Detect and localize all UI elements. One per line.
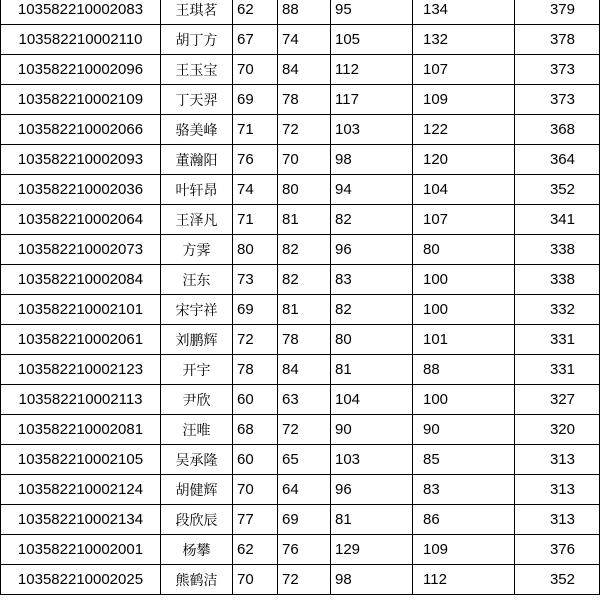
score-3-cell: 82 xyxy=(331,295,413,325)
score-2-cell: 72 xyxy=(278,415,331,445)
score-2-cell: 82 xyxy=(278,265,331,295)
total-score-cell: 331 xyxy=(515,355,600,385)
candidate-name-cell: 宋宇祥 xyxy=(161,295,233,325)
candidate-id-cell: 103582210002081 xyxy=(1,415,161,445)
candidate-name-cell: 段欣辰 xyxy=(161,505,233,535)
score-2-cell: 81 xyxy=(278,295,331,325)
score-3-cell: 81 xyxy=(331,505,413,535)
candidate-id-cell: 103582210002066 xyxy=(1,115,161,145)
total-score-cell: 313 xyxy=(515,505,600,535)
score-3-cell: 96 xyxy=(331,475,413,505)
score-4-cell: 80 xyxy=(413,235,515,265)
score-2-cell: 64 xyxy=(278,475,331,505)
candidate-id-cell: 103582210002124 xyxy=(1,475,161,505)
total-score-cell: 338 xyxy=(515,265,600,295)
score-1-cell: 71 xyxy=(233,205,278,235)
total-score-cell: 378 xyxy=(515,25,600,55)
table-row xyxy=(1,115,600,145)
score-1-cell: 60 xyxy=(233,385,278,415)
table-row xyxy=(1,415,600,445)
total-score-cell: 368 xyxy=(515,115,600,145)
candidate-id-cell: 103582210002113 xyxy=(1,385,161,415)
score-2-cell: 78 xyxy=(278,325,331,355)
score-1-cell: 70 xyxy=(233,475,278,505)
candidate-id-cell: 103582210002036 xyxy=(1,175,161,205)
score-2-cell: 69 xyxy=(278,505,331,535)
candidate-name-cell: 胡丁方 xyxy=(161,25,233,55)
candidate-id-cell: 103582210002025 xyxy=(1,565,161,595)
score-1-cell: 68 xyxy=(233,415,278,445)
total-score-cell: 373 xyxy=(515,85,600,115)
table-row xyxy=(1,175,600,205)
score-4-cell: 101 xyxy=(413,325,515,355)
table-row xyxy=(1,265,600,295)
table-row xyxy=(1,145,600,175)
total-score-cell: 341 xyxy=(515,205,600,235)
candidate-id-cell: 103582210002084 xyxy=(1,265,161,295)
score-2-cell: 72 xyxy=(278,565,331,595)
score-3-cell: 112 xyxy=(331,55,413,85)
score-3-cell: 129 xyxy=(331,535,413,565)
score-3-cell: 94 xyxy=(331,175,413,205)
candidate-id-cell: 103582210002110 xyxy=(1,25,161,55)
score-1-cell: 71 xyxy=(233,115,278,145)
total-score-cell: 313 xyxy=(515,475,600,505)
score-2-cell: 84 xyxy=(278,55,331,85)
score-3-cell: 98 xyxy=(331,145,413,175)
candidate-id-cell: 103582210002001 xyxy=(1,535,161,565)
candidate-name-cell: 汪唯 xyxy=(161,415,233,445)
total-score-cell: 352 xyxy=(515,175,600,205)
table-row xyxy=(1,355,600,385)
score-3-cell: 103 xyxy=(331,115,413,145)
score-4-cell: 109 xyxy=(413,535,515,565)
score-4-cell: 100 xyxy=(413,265,515,295)
score-4-cell: 132 xyxy=(413,25,515,55)
score-2-cell: 82 xyxy=(278,235,331,265)
score-1-cell: 60 xyxy=(233,445,278,475)
candidate-name-cell: 王泽凡 xyxy=(161,205,233,235)
score-4-cell: 85 xyxy=(413,445,515,475)
score-1-cell: 77 xyxy=(233,505,278,535)
total-score-cell: 379 xyxy=(515,0,600,25)
total-score-cell: 338 xyxy=(515,235,600,265)
table-row xyxy=(1,475,600,505)
table-row xyxy=(1,295,600,325)
score-2-cell: 70 xyxy=(278,145,331,175)
score-1-cell: 67 xyxy=(233,25,278,55)
total-score-cell: 352 xyxy=(515,565,600,595)
total-score-cell: 320 xyxy=(515,415,600,445)
score-4-cell: 90 xyxy=(413,415,515,445)
candidate-name-cell: 胡健辉 xyxy=(161,475,233,505)
score-2-cell: 76 xyxy=(278,535,331,565)
candidate-name-cell: 汪东 xyxy=(161,265,233,295)
candidate-name-cell: 丁天羿 xyxy=(161,85,233,115)
score-3-cell: 90 xyxy=(331,415,413,445)
score-1-cell: 76 xyxy=(233,145,278,175)
score-2-cell: 81 xyxy=(278,205,331,235)
score-4-cell: 88 xyxy=(413,355,515,385)
candidate-id-cell: 103582210002093 xyxy=(1,145,161,175)
score-4-cell: 86 xyxy=(413,505,515,535)
score-1-cell: 62 xyxy=(233,535,278,565)
table-row xyxy=(1,55,600,85)
candidate-name-cell: 熊鹤洁 xyxy=(161,565,233,595)
candidate-id-cell: 103582210002061 xyxy=(1,325,161,355)
score-4-cell: 109 xyxy=(413,85,515,115)
score-3-cell: 105 xyxy=(331,25,413,55)
score-3-cell: 117 xyxy=(331,85,413,115)
score-3-cell: 96 xyxy=(331,235,413,265)
score-2-cell: 74 xyxy=(278,25,331,55)
score-1-cell: 70 xyxy=(233,565,278,595)
score-3-cell: 103 xyxy=(331,445,413,475)
score-1-cell: 70 xyxy=(233,55,278,85)
candidate-id-cell: 103582210002105 xyxy=(1,445,161,475)
table-row xyxy=(1,445,600,475)
candidate-name-cell: 方霁 xyxy=(161,235,233,265)
score-4-cell: 100 xyxy=(413,385,515,415)
score-4-cell: 100 xyxy=(413,295,515,325)
score-3-cell: 80 xyxy=(331,325,413,355)
table-row xyxy=(1,505,600,535)
score-3-cell: 83 xyxy=(331,265,413,295)
score-1-cell: 74 xyxy=(233,175,278,205)
candidate-name-cell: 王琪茗 xyxy=(161,0,233,25)
score-1-cell: 69 xyxy=(233,295,278,325)
score-1-cell: 78 xyxy=(233,355,278,385)
score-4-cell: 83 xyxy=(413,475,515,505)
table-row xyxy=(1,325,600,355)
candidate-id-cell: 103582210002101 xyxy=(1,295,161,325)
candidate-name-cell: 骆美峰 xyxy=(161,115,233,145)
table-row xyxy=(1,0,600,25)
score-3-cell: 104 xyxy=(331,385,413,415)
score-2-cell: 88 xyxy=(278,0,331,25)
score-3-cell: 95 xyxy=(331,0,413,25)
score-4-cell: 107 xyxy=(413,55,515,85)
candidate-name-cell: 开宇 xyxy=(161,355,233,385)
score-4-cell: 107 xyxy=(413,205,515,235)
candidate-name-cell: 董瀚阳 xyxy=(161,145,233,175)
score-1-cell: 80 xyxy=(233,235,278,265)
score-3-cell: 81 xyxy=(331,355,413,385)
candidate-name-cell: 尹欣 xyxy=(161,385,233,415)
candidate-id-cell: 103582210002123 xyxy=(1,355,161,385)
table-row xyxy=(1,535,600,565)
score-2-cell: 80 xyxy=(278,175,331,205)
total-score-cell: 313 xyxy=(515,445,600,475)
total-score-cell: 332 xyxy=(515,295,600,325)
table-row xyxy=(1,235,600,265)
score-2-cell: 78 xyxy=(278,85,331,115)
candidate-id-cell: 103582210002083 xyxy=(1,0,161,25)
candidate-id-cell: 103582210002073 xyxy=(1,235,161,265)
total-score-cell: 327 xyxy=(515,385,600,415)
candidate-id-cell: 103582210002064 xyxy=(1,205,161,235)
total-score-cell: 376 xyxy=(515,535,600,565)
candidate-name-cell: 叶轩昂 xyxy=(161,175,233,205)
table-row xyxy=(1,385,600,415)
score-2-cell: 65 xyxy=(278,445,331,475)
score-1-cell: 72 xyxy=(233,325,278,355)
candidate-name-cell: 王玉宝 xyxy=(161,55,233,85)
candidate-name-cell: 杨攀 xyxy=(161,535,233,565)
score-3-cell: 82 xyxy=(331,205,413,235)
table-row xyxy=(1,85,600,115)
table-row xyxy=(1,565,600,595)
total-score-cell: 331 xyxy=(515,325,600,355)
table-row xyxy=(1,205,600,235)
total-score-cell: 364 xyxy=(515,145,600,175)
score-4-cell: 112 xyxy=(413,565,515,595)
score-4-cell: 104 xyxy=(413,175,515,205)
candidate-name-cell: 刘鹏辉 xyxy=(161,325,233,355)
score-1-cell: 69 xyxy=(233,85,278,115)
candidate-id-cell: 103582210002109 xyxy=(1,85,161,115)
total-score-cell: 373 xyxy=(515,55,600,85)
score-1-cell: 62 xyxy=(233,0,278,25)
score-1-cell: 73 xyxy=(233,265,278,295)
candidate-id-cell: 103582210002096 xyxy=(1,55,161,85)
score-2-cell: 84 xyxy=(278,355,331,385)
candidate-id-cell: 103582210002134 xyxy=(1,505,161,535)
score-4-cell: 122 xyxy=(413,115,515,145)
score-2-cell: 72 xyxy=(278,115,331,145)
score-4-cell: 134 xyxy=(413,0,515,25)
score-2-cell: 63 xyxy=(278,385,331,415)
score-4-cell: 120 xyxy=(413,145,515,175)
score-table-body xyxy=(1,0,600,595)
table-row xyxy=(1,25,600,55)
candidate-name-cell: 吴承隆 xyxy=(161,445,233,475)
score-3-cell: 98 xyxy=(331,565,413,595)
